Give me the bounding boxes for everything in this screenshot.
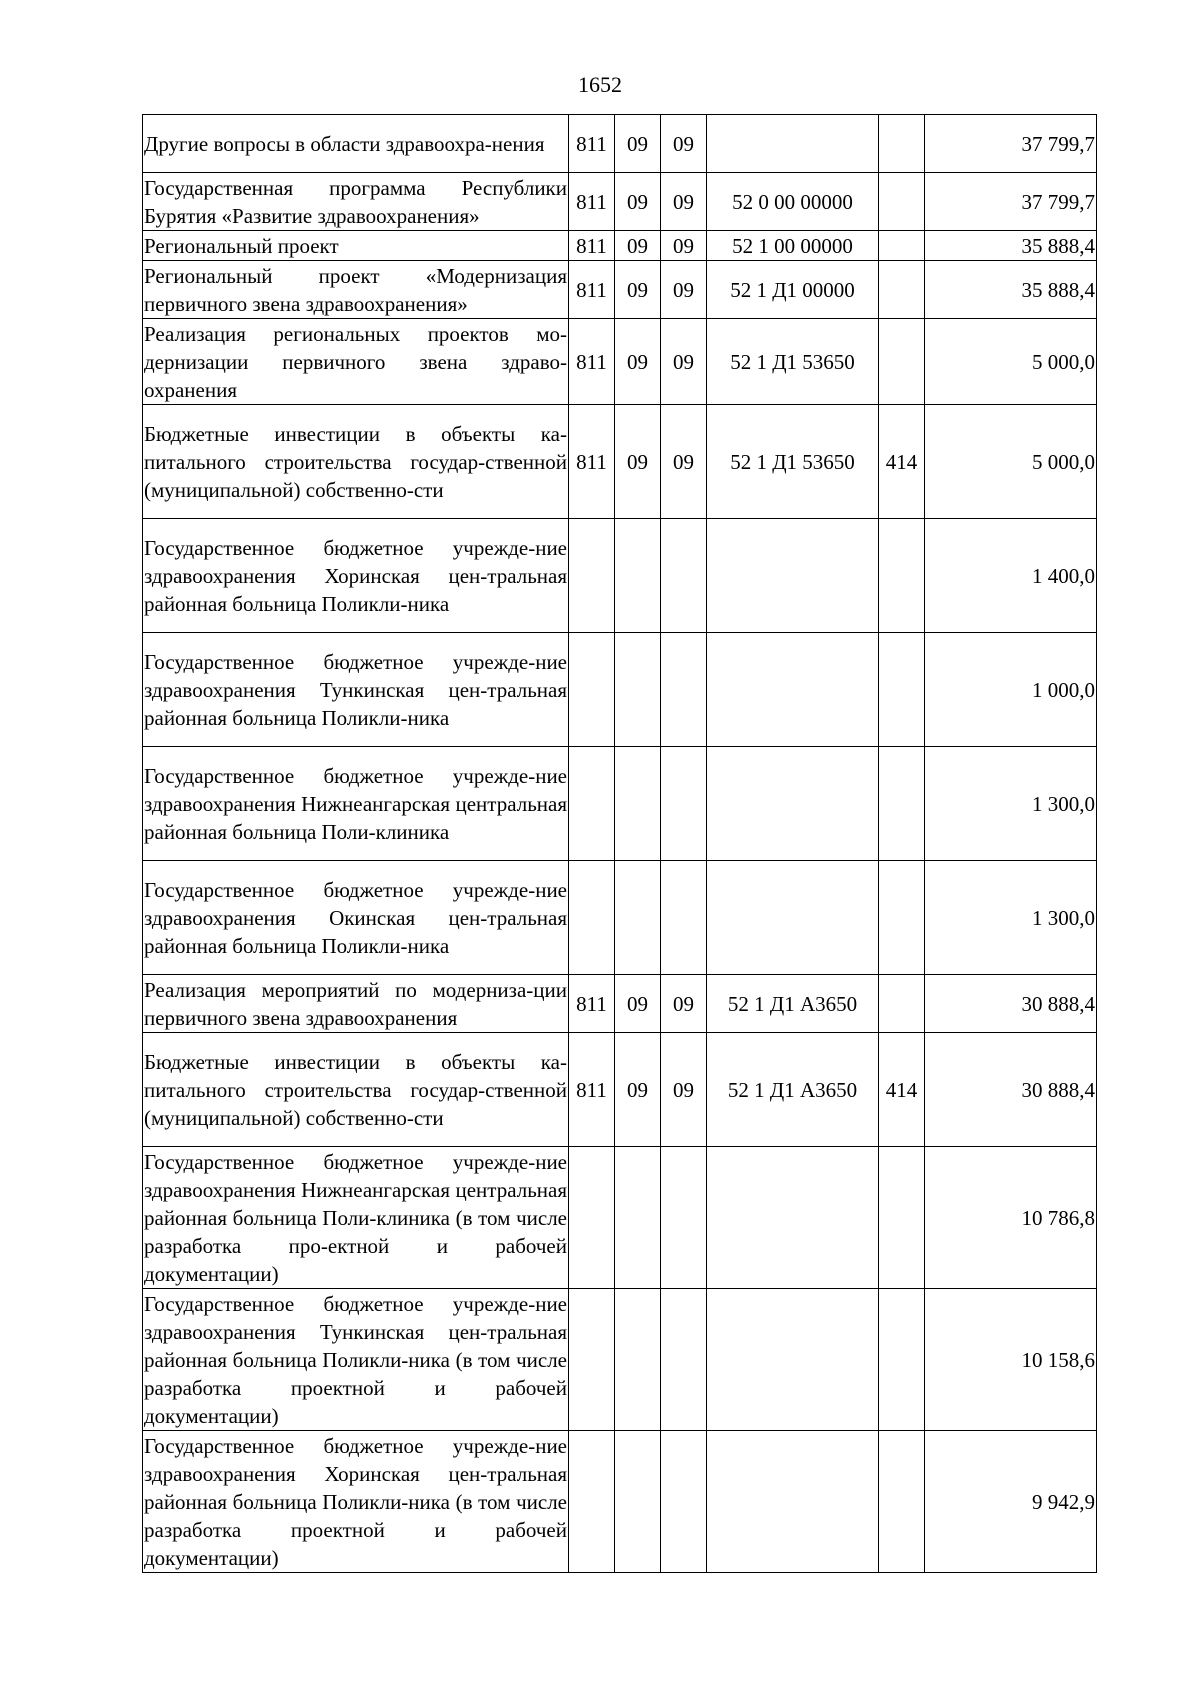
table-row: [143, 319, 1097, 405]
row-subsection: [661, 1431, 707, 1573]
row-name: Бюджетные инвестиции в объекты ка-питального строительства государ-ственной (муниципальной) собственно-сти: [143, 405, 569, 519]
row-amount: 1 300,0: [925, 747, 1097, 861]
row-expense-type: [879, 1289, 925, 1431]
row-target-article: [707, 1147, 879, 1289]
row-amount: 37 799,7: [925, 115, 1097, 173]
row-section: 09: [615, 261, 661, 319]
row-section: [615, 519, 661, 633]
row-subsection: 09: [661, 231, 707, 261]
row-section: [615, 747, 661, 861]
row-target-article: [707, 1289, 879, 1431]
row-grbs: 811: [569, 231, 615, 261]
row-amount: 10 786,8: [925, 1147, 1097, 1289]
row-expense-type: [879, 1147, 925, 1289]
budget-table: [142, 114, 1097, 1573]
table-row: [143, 1431, 1097, 1573]
row-subsection: 09: [661, 975, 707, 1033]
row-name: Государственное бюджетное учрежде-ние здравоохранения Хоринская цен-тральная районная больница Поликли-ника (в том числе разработка проектной и рабочей документации): [143, 1431, 569, 1573]
row-name: Государственное бюджетное учрежде-ние здравоохранения Хоринская цен-тральная районная больница Поликли-ника: [143, 519, 569, 633]
table-row: [143, 115, 1097, 173]
row-subsection: [661, 1147, 707, 1289]
row-target-article: 52 1 Д1 00000: [707, 261, 879, 319]
budget-table-body: [143, 115, 1097, 1573]
row-grbs: [569, 519, 615, 633]
row-section: [615, 1289, 661, 1431]
row-grbs: [569, 1431, 615, 1573]
row-expense-type: 414: [879, 1033, 925, 1147]
row-section: [615, 1147, 661, 1289]
row-section: 09: [615, 115, 661, 173]
row-section: 09: [615, 975, 661, 1033]
table-row: [143, 173, 1097, 231]
table-row: [143, 861, 1097, 975]
row-name: Государственное бюджетное учрежде-ние здравоохранения Тункинская цен-тральная районная больница Поликли-ника (в том числе разработка проектной и рабочей документации): [143, 1289, 569, 1431]
row-amount: 9 942,9: [925, 1431, 1097, 1573]
table-row: [143, 261, 1097, 319]
row-subsection: [661, 519, 707, 633]
row-target-article: [707, 747, 879, 861]
row-amount: 30 888,4: [925, 1033, 1097, 1147]
row-subsection: [661, 633, 707, 747]
row-section: [615, 633, 661, 747]
row-subsection: [661, 1289, 707, 1431]
row-amount: 35 888,4: [925, 231, 1097, 261]
row-expense-type: [879, 173, 925, 231]
table-row: [143, 519, 1097, 633]
row-subsection: 09: [661, 261, 707, 319]
row-target-article: [707, 1431, 879, 1573]
row-subsection: 09: [661, 1033, 707, 1147]
table-row: [143, 405, 1097, 519]
row-section: [615, 861, 661, 975]
table-row: [143, 1033, 1097, 1147]
row-amount: 30 888,4: [925, 975, 1097, 1033]
table-row: [143, 1289, 1097, 1431]
row-name: Реализация региональных проектов мо-дернизации первичного звена здраво-охранения: [143, 319, 569, 405]
row-grbs: 811: [569, 115, 615, 173]
row-expense-type: [879, 319, 925, 405]
row-amount: 1 300,0: [925, 861, 1097, 975]
row-target-article: 52 1 Д1 53650: [707, 319, 879, 405]
row-section: 09: [615, 231, 661, 261]
row-expense-type: [879, 115, 925, 173]
row-name: Государственное бюджетное учрежде-ние здравоохранения Окинская цен-тральная районная больница Поликли-ника: [143, 861, 569, 975]
row-amount: 37 799,7: [925, 173, 1097, 231]
row-section: 09: [615, 1033, 661, 1147]
row-grbs: [569, 747, 615, 861]
row-target-article: 52 0 00 00000: [707, 173, 879, 231]
row-expense-type: [879, 747, 925, 861]
row-amount: 1 000,0: [925, 633, 1097, 747]
row-grbs: 811: [569, 173, 615, 231]
row-target-article: 52 1 Д1 А3650: [707, 1033, 879, 1147]
row-target-article: [707, 633, 879, 747]
row-grbs: 811: [569, 975, 615, 1033]
row-section: 09: [615, 173, 661, 231]
row-expense-type: [879, 633, 925, 747]
row-expense-type: [879, 861, 925, 975]
row-target-article: [707, 519, 879, 633]
row-name: Бюджетные инвестиции в объекты ка-питального строительства государ-ственной (муниципальной) собственно-сти: [143, 1033, 569, 1147]
row-expense-type: [879, 231, 925, 261]
row-target-article: 52 1 00 00000: [707, 231, 879, 261]
row-grbs: 811: [569, 319, 615, 405]
page-number: 1652: [578, 72, 622, 97]
row-subsection: 09: [661, 405, 707, 519]
row-grbs: [569, 861, 615, 975]
row-name: Региональный проект «Модернизация первичного звена здравоохранения»: [143, 261, 569, 319]
row-name: Государственная программа Республики Бурятия «Развитие здравоохранения»: [143, 173, 569, 231]
table-row: [143, 633, 1097, 747]
row-expense-type: 414: [879, 405, 925, 519]
table-row: [143, 975, 1097, 1033]
row-grbs: 811: [569, 405, 615, 519]
row-amount: 10 158,6: [925, 1289, 1097, 1431]
row-expense-type: [879, 261, 925, 319]
row-name: Государственное бюджетное учрежде-ние здравоохранения Тункинская цен-тральная районная больница Поликли-ника: [143, 633, 569, 747]
row-expense-type: [879, 975, 925, 1033]
row-amount: 35 888,4: [925, 261, 1097, 319]
row-section: 09: [615, 319, 661, 405]
row-subsection: [661, 861, 707, 975]
table-row: [143, 1147, 1097, 1289]
row-grbs: [569, 1289, 615, 1431]
row-subsection: 09: [661, 115, 707, 173]
row-subsection: 09: [661, 173, 707, 231]
row-target-article: 52 1 Д1 53650: [707, 405, 879, 519]
table-row: [143, 231, 1097, 261]
row-name: Региональный проект: [143, 231, 569, 261]
row-name: Реализация мероприятий по модерниза-ции первичного звена здравоохранения: [143, 975, 569, 1033]
row-subsection: [661, 747, 707, 861]
row-expense-type: [879, 1431, 925, 1573]
row-subsection: 09: [661, 319, 707, 405]
row-target-article: 52 1 Д1 А3650: [707, 975, 879, 1033]
row-amount: 1 400,0: [925, 519, 1097, 633]
row-grbs: 811: [569, 261, 615, 319]
row-amount: 5 000,0: [925, 319, 1097, 405]
row-grbs: [569, 633, 615, 747]
row-section: [615, 1431, 661, 1573]
row-name: Другие вопросы в области здравоохра-нения: [143, 115, 569, 173]
row-section: 09: [615, 405, 661, 519]
row-amount: 5 000,0: [925, 405, 1097, 519]
row-grbs: 811: [569, 1033, 615, 1147]
row-expense-type: [879, 519, 925, 633]
row-name: Государственное бюджетное учрежде-ние здравоохранения Нижнеангарская центральная районная больница Поли-клиника: [143, 747, 569, 861]
row-target-article: [707, 861, 879, 975]
table-row: [143, 747, 1097, 861]
row-target-article: [707, 115, 879, 173]
row-name: Государственное бюджетное учрежде-ние здравоохранения Нижнеангарская центральная районная больница Поли-клиника (в том числе разработка про-ектной и рабочей документации): [143, 1147, 569, 1289]
row-grbs: [569, 1147, 615, 1289]
